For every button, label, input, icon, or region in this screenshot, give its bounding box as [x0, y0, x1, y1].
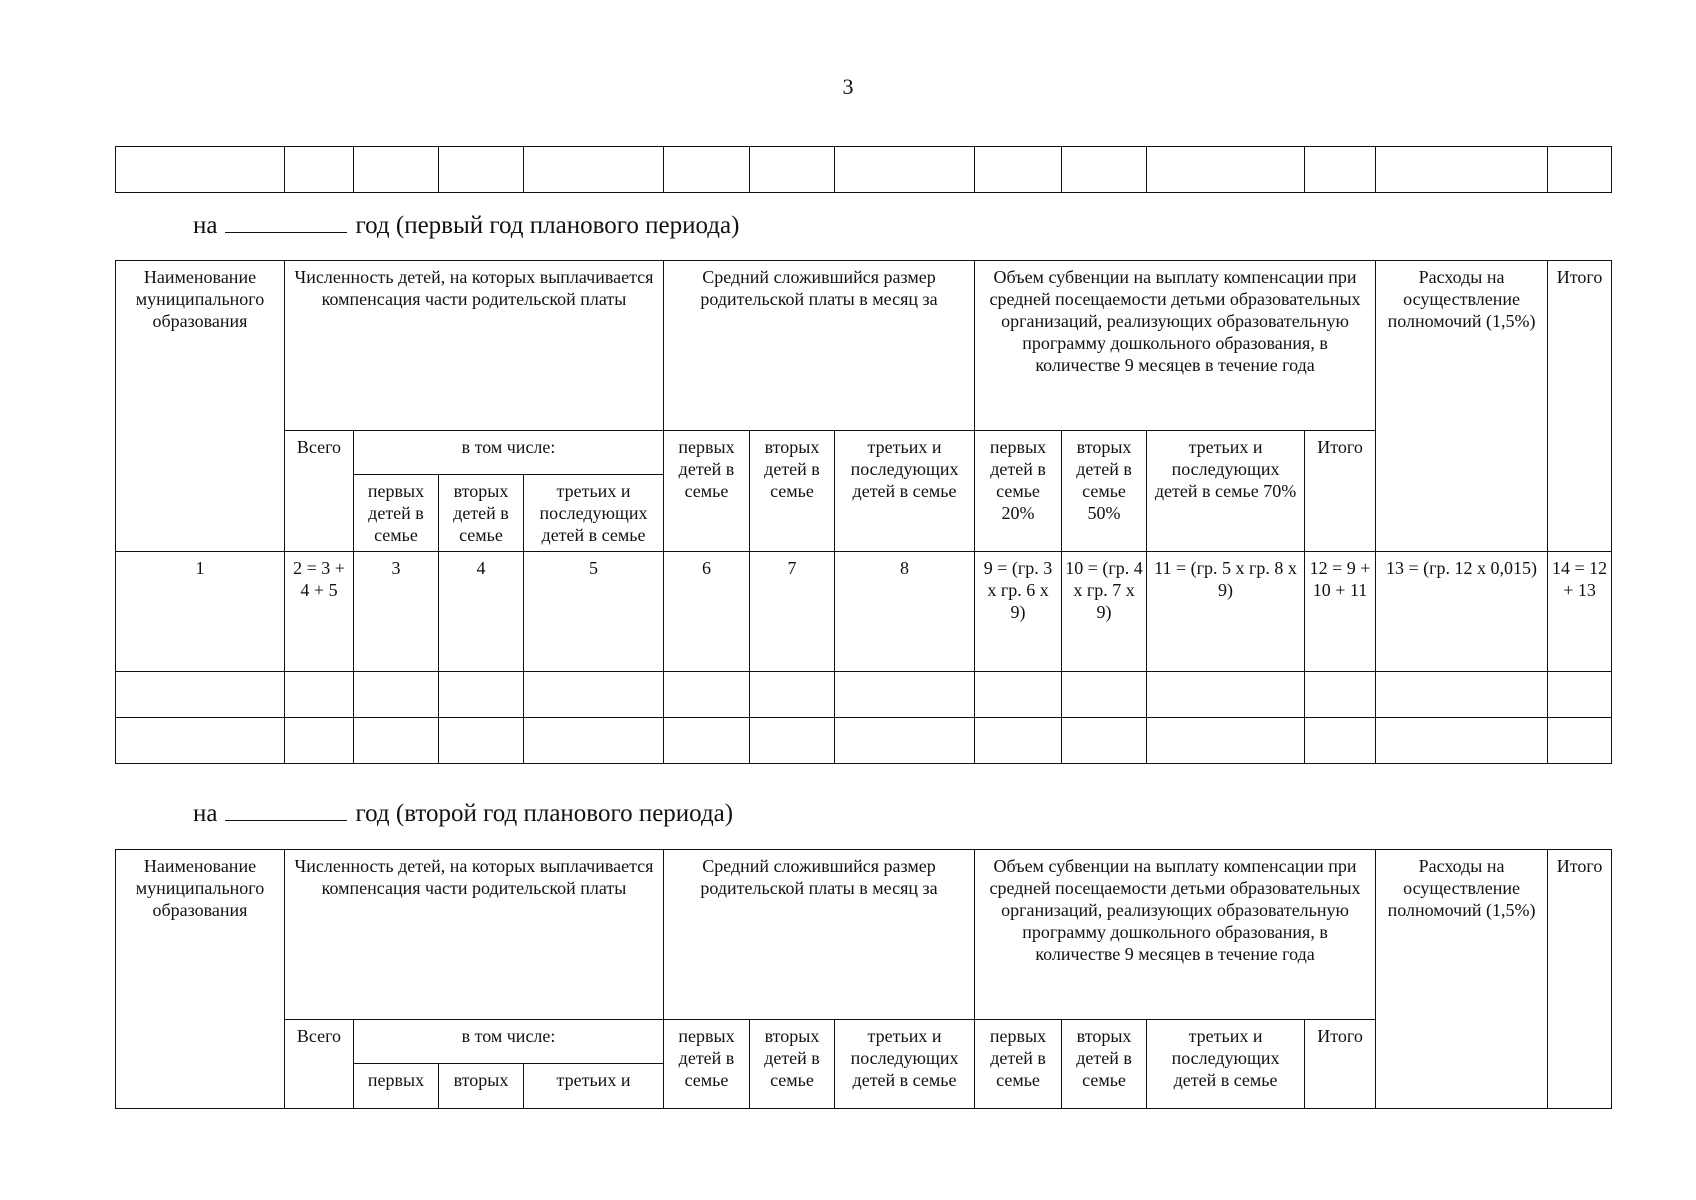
- empty-cell: [524, 672, 664, 718]
- empty-cell: [835, 672, 975, 718]
- heading-suffix: год (второй год планового периода): [355, 800, 734, 827]
- col-count-third: третьих и последующих детей в семье: [524, 475, 664, 552]
- empty-cell: [439, 147, 524, 193]
- colnum-11: 11 = (гр. 5 x гр. 8 x 9): [1147, 552, 1305, 672]
- col-sub-third: третьих и последующих детей в семье: [1147, 1020, 1305, 1109]
- col-total: Итого: [1548, 850, 1612, 1109]
- col-sub-second: вторых детей в семье 50%: [1062, 431, 1147, 552]
- col-children-count: Численность детей, на которых выплачивается компенсация части родительской платы: [285, 850, 664, 1020]
- empty-cell: [1548, 718, 1612, 764]
- colnum-1: 1: [116, 552, 285, 672]
- col-count-second: вторых детей в семье: [439, 475, 524, 552]
- header-row-1: [116, 850, 1612, 1020]
- empty-cell: [524, 718, 664, 764]
- year-blank-line: [225, 212, 347, 233]
- col-fee-second: вторых детей в семье: [750, 1020, 835, 1109]
- col-fee-third: третьих и последующих детей в семье: [835, 431, 975, 552]
- empty-cell: [975, 147, 1062, 193]
- empty-cell: [524, 147, 664, 193]
- empty-cell: [439, 718, 524, 764]
- empty-cell: [1548, 147, 1612, 193]
- empty-cell: [285, 147, 354, 193]
- col-expenses: Расходы на осуществление полномочий (1,5%): [1376, 850, 1548, 1109]
- col-including: в том числе:: [354, 1020, 664, 1064]
- empty-cell: [116, 718, 285, 764]
- heading-first-year: [193, 212, 739, 240]
- col-count-first: первых: [354, 1064, 439, 1109]
- empty-cell: [835, 147, 975, 193]
- col-all: Всего: [285, 1020, 354, 1109]
- heading-suffix: год (первый год планового периода): [355, 212, 740, 239]
- col-including: в том числе:: [354, 431, 664, 475]
- col-fee-second: вторых детей в семье: [750, 431, 835, 552]
- empty-cell: [664, 672, 750, 718]
- col-total: Итого: [1548, 261, 1612, 552]
- empty-cell: [285, 718, 354, 764]
- col-municipality: Наименование муниципального образования: [116, 261, 285, 552]
- empty-cell: [750, 147, 835, 193]
- page-number: 3: [842, 74, 854, 99]
- year-blank-line: [225, 800, 347, 821]
- empty-cell: [1376, 672, 1548, 718]
- empty-cell: [1376, 718, 1548, 764]
- empty-cell: [439, 672, 524, 718]
- col-sub-third: третьих и последующих детей в семье 70%: [1147, 431, 1305, 552]
- empty-cell: [975, 718, 1062, 764]
- empty-cell: [1376, 147, 1548, 193]
- col-count-third: третьих и: [524, 1064, 664, 1109]
- table-second-year: [115, 849, 1612, 1109]
- col-sub-first: первых детей в семье 20%: [975, 431, 1062, 552]
- colnum-7: 7: [750, 552, 835, 672]
- previous-table-tail: [115, 146, 1612, 193]
- empty-cell: [1147, 672, 1305, 718]
- col-avg-fee: Средний сложившийся размер родительской платы в месяц за: [664, 261, 975, 431]
- col-subvention: Объем субвенции на выплату компенсации при средней посещаемости детьми образовательных организаций, реализующих образовательную программу дошкольного образования, в количестве 9 месяцев в течение года: [975, 850, 1376, 1020]
- table-first-year: [115, 260, 1612, 764]
- empty-cell: [750, 718, 835, 764]
- colnum-13: 13 = (гр. 12 x 0,015): [1376, 552, 1548, 672]
- empty-cell: [354, 672, 439, 718]
- empty-cell: [835, 718, 975, 764]
- col-fee-third: третьих и последующих детей в семье: [835, 1020, 975, 1109]
- col-municipality: Наименование муниципального образования: [116, 850, 285, 1109]
- empty-cell: [285, 672, 354, 718]
- colnum-12: 12 = 9 + 10 + 11: [1305, 552, 1376, 672]
- colnum-8: 8: [835, 552, 975, 672]
- empty-cell: [1305, 672, 1376, 718]
- col-avg-fee: Средний сложившийся размер родительской платы в месяц за: [664, 850, 975, 1020]
- colnum-3: 3: [354, 552, 439, 672]
- empty-cell: [354, 147, 439, 193]
- empty-cell: [750, 672, 835, 718]
- col-sub-first: первых детей в семье: [975, 1020, 1062, 1109]
- empty-cell: [664, 718, 750, 764]
- col-count-first: первых детей в семье: [354, 475, 439, 552]
- col-subvention: Объем субвенции на выплату компенсации при средней посещаемости детьми образовательных организаций, реализующих образовательную программу дошкольного образования, в количестве 9 месяцев в течение года: [975, 261, 1376, 431]
- empty-cell: [1062, 718, 1147, 764]
- empty-row: [116, 672, 1612, 718]
- colnum-4: 4: [439, 552, 524, 672]
- empty-cell: [1305, 147, 1376, 193]
- empty-cell: [1548, 672, 1612, 718]
- colnum-5: 5: [524, 552, 664, 672]
- col-count-second: вторых: [439, 1064, 524, 1109]
- empty-cell: [1147, 718, 1305, 764]
- col-sub-second: вторых детей в семье: [1062, 1020, 1147, 1109]
- colnum-9: 9 = (гр. 3 x гр. 6 x 9): [975, 552, 1062, 672]
- empty-cell: [1062, 147, 1147, 193]
- colnum-2: 2 = 3 + 4 + 5: [285, 552, 354, 672]
- colnum-10: 10 = (гр. 4 x гр. 7 x 9): [1062, 552, 1147, 672]
- col-children-count: Численность детей, на которых выплачивается компенсация части родительской платы: [285, 261, 664, 431]
- col-expenses: Расходы на осуществление полномочий (1,5%): [1376, 261, 1548, 552]
- empty-cell: [1305, 718, 1376, 764]
- header-row-1: [116, 261, 1612, 431]
- colnum-6: 6: [664, 552, 750, 672]
- empty-cell: [1147, 147, 1305, 193]
- col-all: Всего: [285, 431, 354, 552]
- empty-row: [116, 147, 1612, 193]
- empty-cell: [354, 718, 439, 764]
- heading-prefix: на: [193, 212, 218, 239]
- empty-cell: [1062, 672, 1147, 718]
- heading-prefix: на: [193, 800, 218, 827]
- heading-second-year: [193, 800, 733, 828]
- empty-cell: [664, 147, 750, 193]
- column-number-row: [116, 552, 1612, 672]
- empty-cell: [975, 672, 1062, 718]
- col-subtotal: Итого: [1305, 431, 1376, 552]
- empty-row: [116, 718, 1612, 764]
- empty-cell: [116, 147, 285, 193]
- col-fee-first: первых детей в семье: [664, 1020, 750, 1109]
- empty-cell: [116, 672, 285, 718]
- col-fee-first: первых детей в семье: [664, 431, 750, 552]
- col-subtotal: Итого: [1305, 1020, 1376, 1109]
- colnum-14: 14 = 12 + 13: [1548, 552, 1612, 672]
